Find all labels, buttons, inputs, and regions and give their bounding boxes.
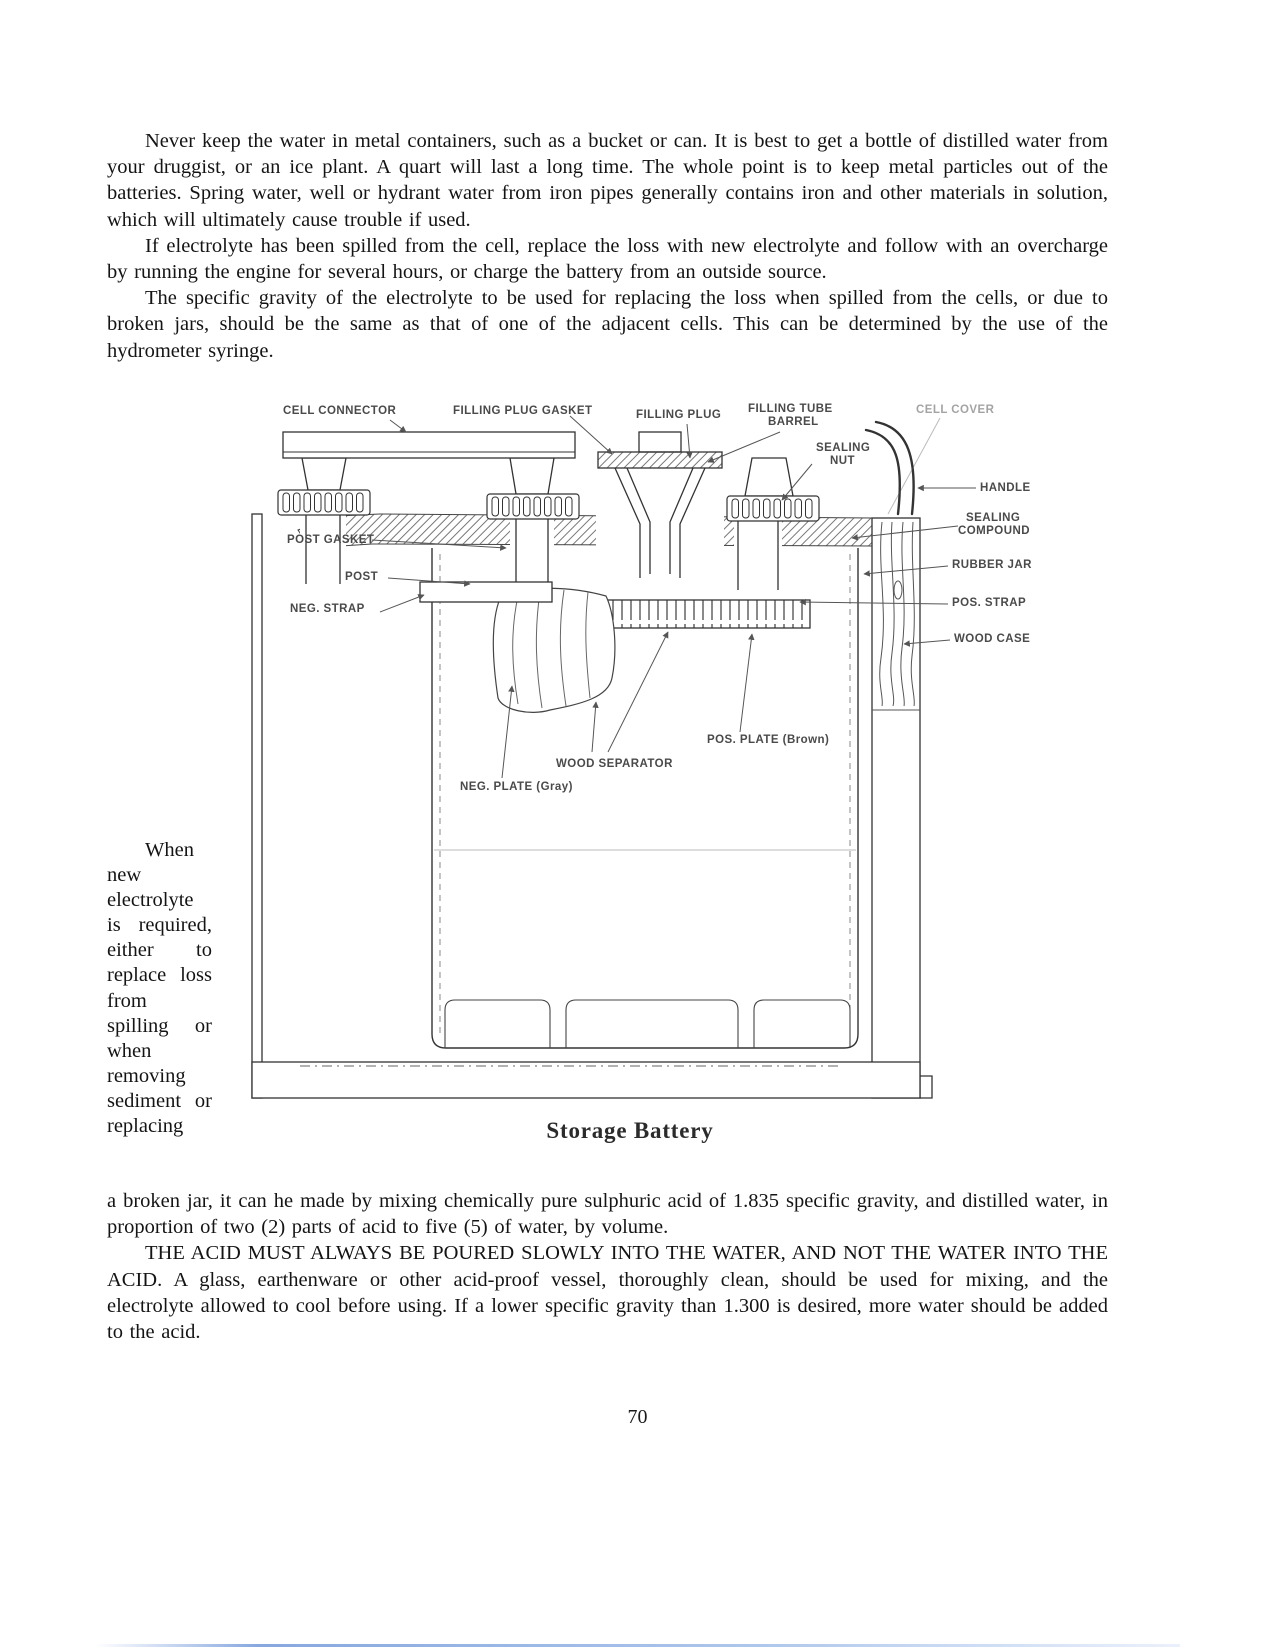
negative-strap xyxy=(420,582,552,602)
storage-battery-figure xyxy=(240,398,1060,1160)
label-filling-plug: FILLING PLUG xyxy=(636,409,722,421)
paragraph-broken-jar: a broken jar, it can he made by mixing chemically pure sulphuric acid of 1.835 specific gravity, and distilled water, in proportion of two (2) parts of acid to five (5) of water, by volume. xyxy=(107,1190,1108,1239)
label-sealing-nut-2: NUT xyxy=(830,455,855,467)
paragraph-water-containers: Never keep the water in metal containers, such as a bucket or can. It is best to get a bottle of distilled water from your druggist, or an ice plant. A quart will last a long time. The whole point is to keep metal particles out of the batteries. Spring water, well or hydrant water from iron pipes generally contains iron and other materials in solution, which will ultimately cause trouble if used. xyxy=(107,130,1108,231)
body-text-bottom xyxy=(107,1188,1108,1345)
filling-plug xyxy=(596,432,724,578)
label-neg-strap: NEG. STRAP xyxy=(290,603,365,615)
label-pos-strap: POS. STRAP xyxy=(952,597,1027,609)
label-sealing-compound: SEALING xyxy=(966,512,1021,524)
filling-plug-gasket xyxy=(598,452,722,468)
label-cell-cover: CELL COVER xyxy=(916,404,995,416)
wrapped-column xyxy=(107,838,212,1139)
label-wood-case: WOOD CASE xyxy=(954,633,1031,645)
label-rubber-jar: RUBBER JAR xyxy=(952,559,1032,571)
label-filling-tube: FILLING TUBE xyxy=(748,403,833,415)
label-pos-plate: POS. PLATE (Brown) xyxy=(707,734,830,746)
label-neg-plate: NEG. PLATE (Gray) xyxy=(460,781,573,793)
page-number: 70 xyxy=(627,1406,648,1428)
cell-connector xyxy=(283,432,575,494)
label-sealing-nut: SEALING xyxy=(816,442,871,454)
paragraph-specific-gravity: The specific gravity of the electrolyte to be used for replacing the loss when spilled from the cells, or due to broken jars, should be the same as that of one of the adjacent cells. This can be determined by the use of the hydrometer syringe. xyxy=(107,287,1108,362)
label-post-gasket: POST GASKET xyxy=(287,534,375,546)
label-handle: HANDLE xyxy=(980,482,1031,494)
jar-bottom-ridges xyxy=(445,1000,850,1048)
label-filling-tube-barrel: BARREL xyxy=(768,416,819,428)
label-post: POST xyxy=(345,571,379,583)
handle xyxy=(866,422,914,514)
case-bottom xyxy=(252,1062,932,1098)
figure-caption: Storage Battery xyxy=(546,1118,714,1143)
label-cell-connector: CELL CONNECTOR xyxy=(283,405,397,417)
filling-tube-barrel xyxy=(745,458,793,496)
paragraph-acid-warning: THE ACID MUST ALWAYS BE POURED SLOWLY INTO THE WATER, AND NOT THE WATER INTO THE ACID. A glass, earthenware or other acid-proof vessel, thoroughly clean, should be used for mixing, and the electrolyte allowed to cool before using. If a lower specific gravity than 1.300 is desired, more water should be added to the acid. xyxy=(107,1242,1108,1344)
paragraph-spilled-electrolyte: If electrolyte has been spilled from the cell, replace the loss with new electrolyte and follow with an overcharge by running the engine for several hours, or charge the battery from an outside source. xyxy=(107,234,1108,284)
body-text-top xyxy=(107,128,1108,364)
label-sealing-compound-2: COMPOUND xyxy=(958,525,1030,537)
label-filling-plug-gasket: FILLING PLUG GASKET xyxy=(453,405,593,417)
storage-battery-diagram xyxy=(240,398,1060,1160)
scan-artifact-line xyxy=(95,1644,1180,1647)
label-wood-separator: WOOD SEPARATOR xyxy=(556,758,673,770)
paragraph-when-new-electrolyte: When new electrolyte is required, either to replace loss from spilling or when removing sediment or replacing xyxy=(107,839,212,1138)
